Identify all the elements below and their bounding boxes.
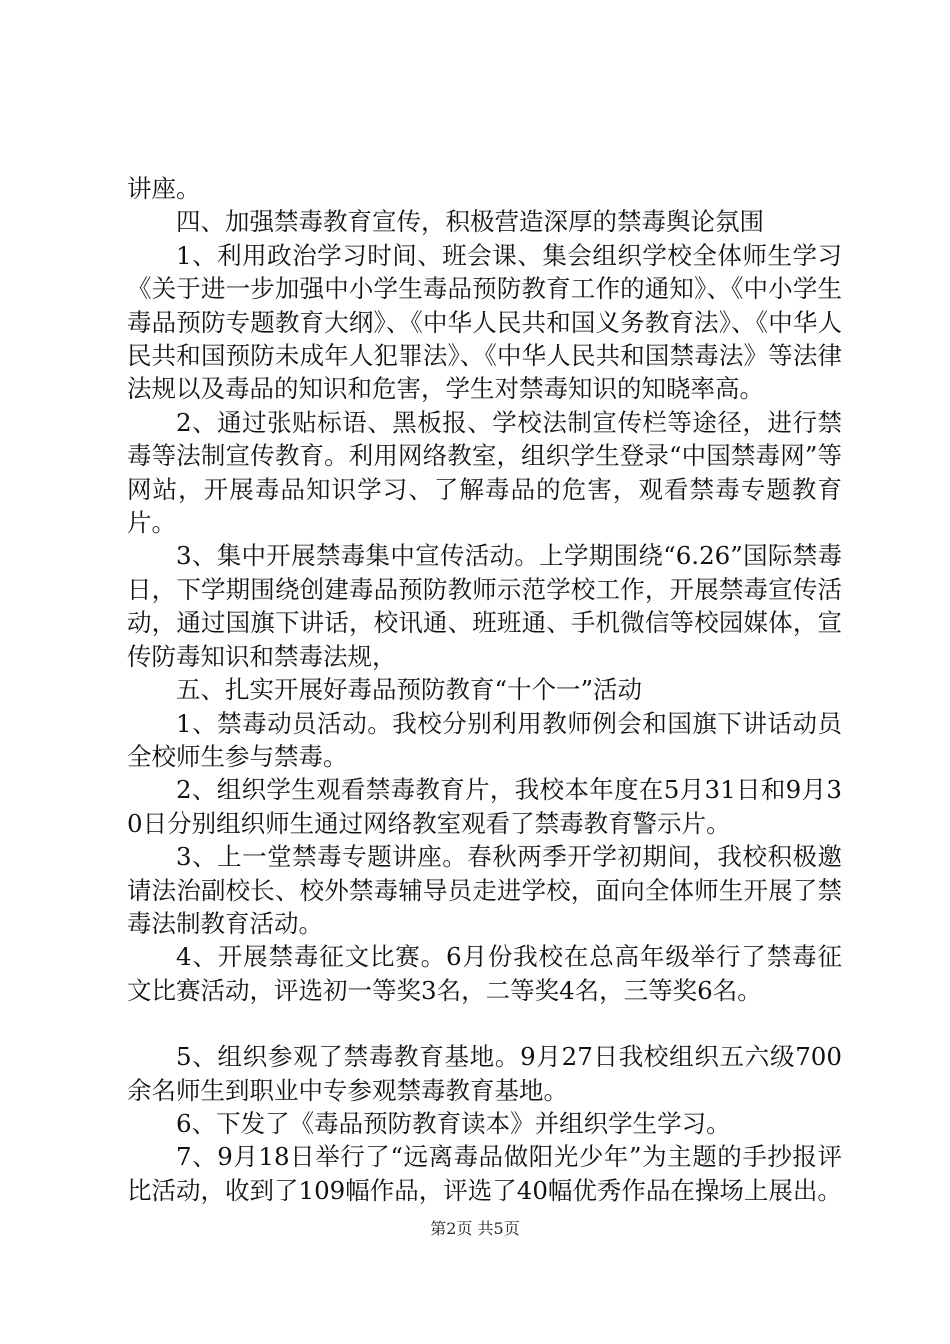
paragraph-continuation: 讲座。 — [127, 174, 201, 203]
paragraph: 7、9月18日举行了“远离毒品做阳光少年”为主题的手抄报评比活动，收到了109幅作品，评选了40幅优秀作品在操场上展出。 — [127, 1142, 842, 1205]
paragraph: 3、集中开展禁毒集中宣传活动。上学期围绕“6.26”国际禁毒日，下学期围绕创建毒品预防教师示范学校工作，开展禁毒宣传活动，通过国旗下讲话，校讯通、班班通、手机微信等校园媒体，宣传防毒知识和禁毒法规， — [127, 541, 842, 671]
paragraph: 1、利用政治学习时间、班会课、集会组织学校全体师生学习《关于进一步加强中小学生毒品预防教育工作的通知》、《中小学生毒品预防专题教育大纲》、《中华人民共和国义务教育法》、《中华人民共和国预防未成年人犯罪法》、《中华人民共和国禁毒法》等法律法规以及毒品的知识和危害，学生对禁毒知识的知晓率高。 — [127, 240, 842, 404]
paragraph: 5、组织参观了禁毒教育基地。9月27日我校组织五六级700余名师生到职业中专参观禁毒教育基地。 — [127, 1042, 842, 1105]
paragraph: 1、禁毒动员活动。我校分别利用教师例会和国旗下讲话动员全校师生参与禁毒。 — [127, 708, 842, 771]
section-heading-5: 五、扎实开展好毒品预防教育“十个一”活动 — [176, 675, 643, 705]
paragraph: 2、组织学生观看禁毒教育片，我校本年度在5月31日和9月30日分别组织师生通过网络教室观看了禁毒教育警示片。 — [127, 775, 842, 838]
paragraph: 4、开展禁毒征文比赛。6月份我校在总高年级举行了禁毒征文比赛活动，评选初一等奖3名，二等奖4名，三等奖6名。 — [127, 942, 842, 1005]
page-number-footer: 第2页 共5页 — [430, 1219, 520, 1238]
paragraph: 6、下发了《毒品预防教育读本》并组织学生学习。 — [176, 1108, 731, 1138]
document-body — [127, 172, 842, 1207]
paragraph: 3、上一堂禁毒专题讲座。春秋两季开学初期间，我校积极邀请法治副校长、校外禁毒辅导员走进学校，面向全体师生开展了禁毒法制教育活动。 — [127, 842, 842, 938]
section-heading-4: 四、加强禁毒教育宣传，积极营造深厚的禁毒舆论氛围 — [176, 207, 764, 237]
paragraph: 2、通过张贴标语、黑板报、学校法制宣传栏等途径，进行禁毒等法制宣传教育。利用网络教室，组织学生登录“中国禁毒网”等网站，开展毒品知识学习、了解毒品的危害，观看禁毒专题教育片。 — [127, 407, 842, 538]
